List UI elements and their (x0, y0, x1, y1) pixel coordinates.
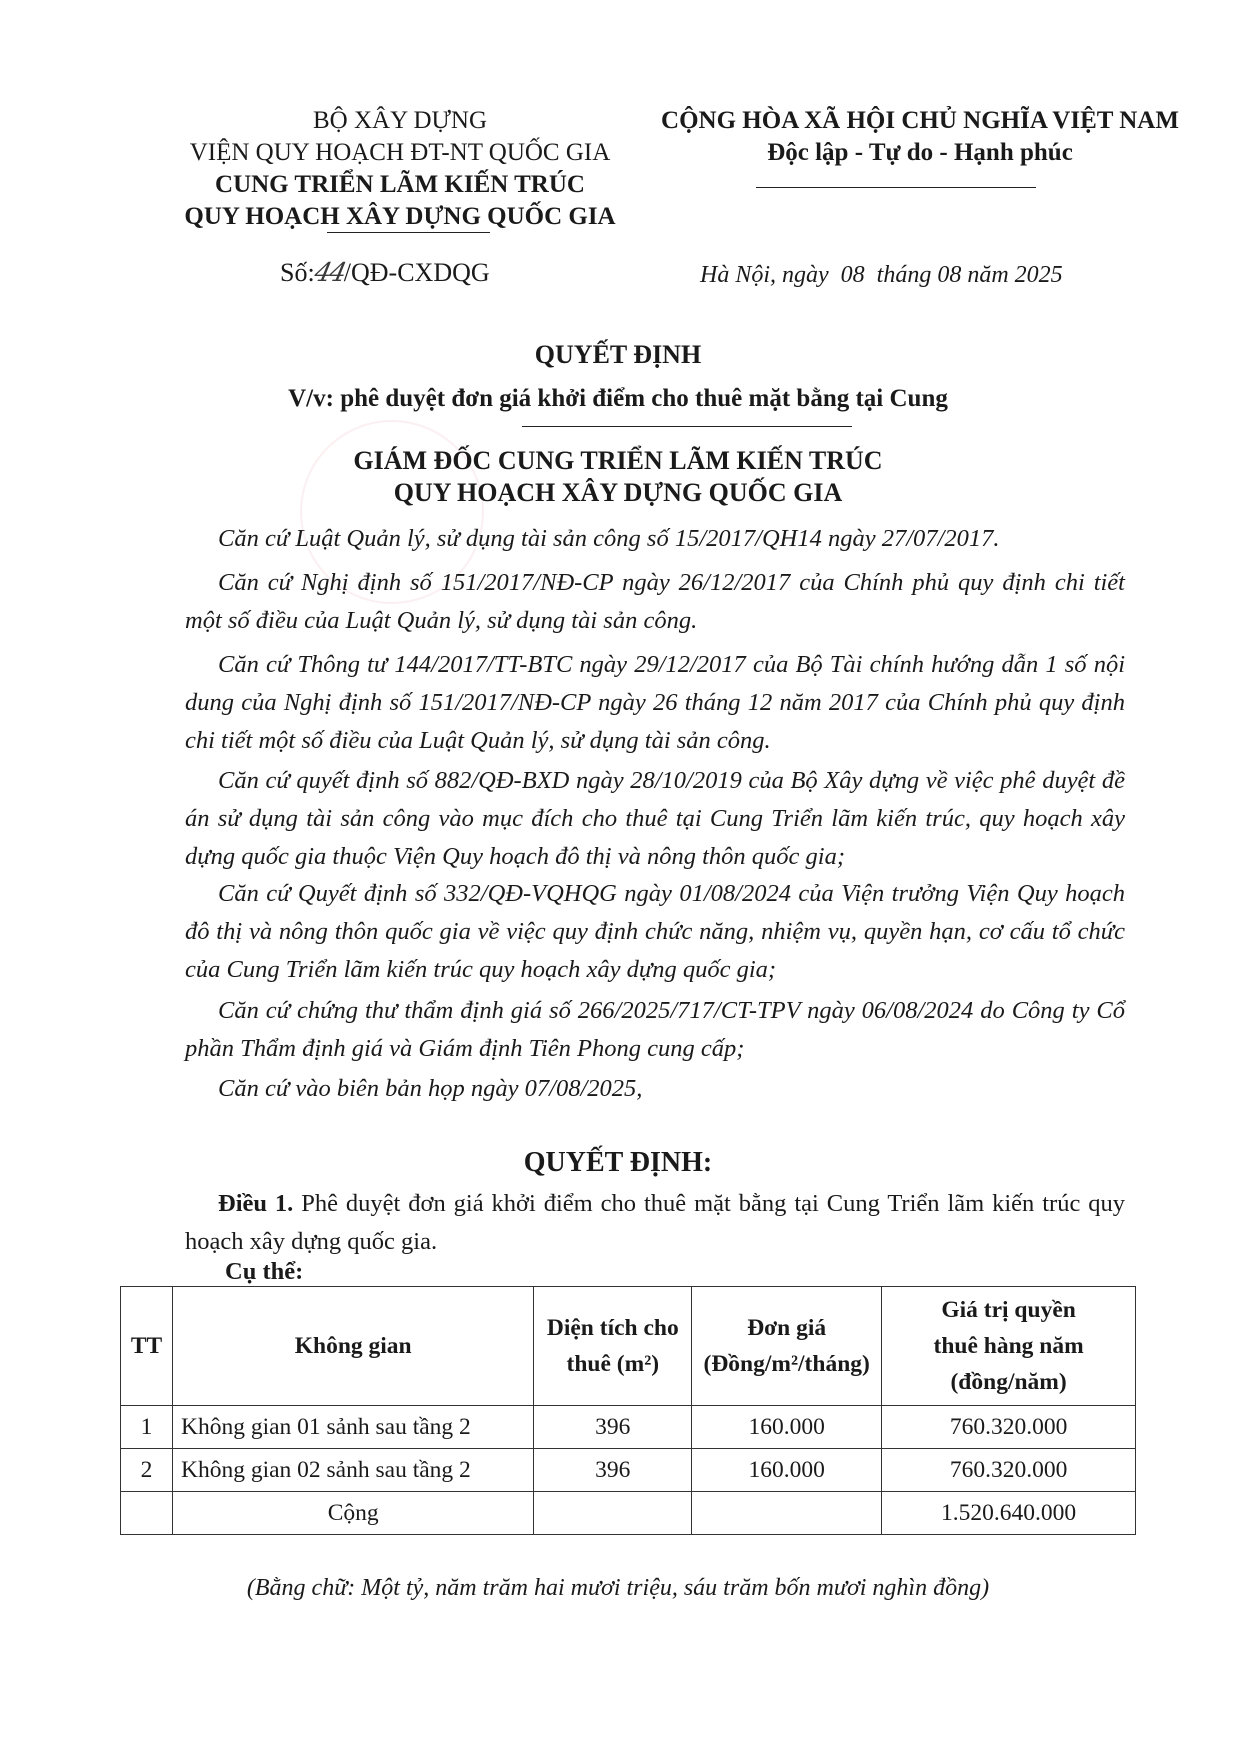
legal-basis-6 (185, 992, 1125, 1068)
document-number (280, 258, 490, 288)
legal-basis-5 (185, 875, 1125, 989)
header-space: Không gian (172, 1287, 533, 1406)
nation-name: CỘNG HÒA XÃ HỘI CHỦ NGHĨA VIỆT NAM (661, 107, 1179, 134)
issuer-header (150, 105, 650, 233)
cell-price: 160.000 (692, 1406, 882, 1449)
cell-value: 760.320.000 (882, 1406, 1136, 1449)
legal-basis-4 (185, 762, 1125, 876)
header-price-line1: Đơn giá (747, 1315, 827, 1341)
legal-basis-7 (185, 1070, 1125, 1108)
legal-basis-3 (185, 646, 1125, 760)
org-name-line1: CUNG TRIỂN LÃM KIẾN TRÚC (215, 171, 585, 198)
document-title: QUYẾT ĐỊNH (534, 340, 702, 369)
header-value-line1: Giá trị quyền (941, 1297, 1076, 1323)
article-1 (185, 1185, 1125, 1261)
table-row (121, 1449, 1136, 1492)
header-value (882, 1287, 1136, 1406)
header-area (534, 1287, 692, 1406)
cell-space: Không gian 02 sảnh sau tầng 2 (172, 1449, 533, 1492)
header-tt: TT (121, 1287, 173, 1406)
legal-basis-text: Căn cứ chứng thư thẩm định giá số 266/2025/717/CT-TPV ngày 06/08/2024 do Công ty Cổ phần Thẩm định giá và Giám định Tiên Phong cung cấp; (185, 997, 1125, 1062)
number-suffix: /QĐ-CXDQG (343, 258, 490, 287)
legal-basis-text: Căn cứ Quyết định số 332/QĐ-VQHQG ngày 01/08/2024 của Viện trưởng Viện Quy hoạch đô thị và nông thôn quốc gia về việc quy định chức năng, nhiệm vụ, quyền hạn, cơ cấu tổ chức của Cung Triển lãm kiến trúc quy hoạch xây dựng quốc gia; (185, 880, 1125, 983)
header-value-line3: (đồng/năm) (950, 1369, 1067, 1395)
legal-basis-text: Căn cứ quyết định số 882/QĐ-BXD ngày 28/10/2019 của Bộ Xây dựng về việc phê duyệt đề án sử dụng tài sản công vào mục đích cho thuê tại Cung Triển lãm kiến trúc, quy hoạch xây dựng quốc gia thuộc Viện Quy hoạch đô thị và nông thôn quốc gia; (185, 767, 1125, 870)
decision-heading: QUYẾT ĐỊNH: (523, 1147, 713, 1178)
cell-space: Không gian 01 sảnh sau tầng 2 (172, 1406, 533, 1449)
cell-tt: 1 (121, 1406, 173, 1449)
national-header (640, 105, 1200, 169)
header-price-line2: (Đồng/m²/tháng) (703, 1351, 870, 1377)
document-subject: V/v: phê duyệt đơn giá khởi điểm cho thuê mặt bằng tại Cung (288, 385, 948, 412)
cell-empty (121, 1492, 173, 1535)
total-label: Cộng (172, 1492, 533, 1535)
cell-empty (692, 1492, 882, 1535)
authority-heading (0, 445, 1236, 509)
number-prefix: Số: (280, 258, 315, 287)
legal-basis-text: Căn cứ Luật Quản lý, sử dụng tài sản công số 15/2017/QH14 ngày 27/07/2017. (218, 525, 1000, 552)
handwritten-number: 44 (311, 258, 347, 288)
legal-basis-text: Căn cứ vào biên bản họp ngày 07/08/2025, (218, 1075, 643, 1102)
header-area-line2: thuê (m²) (566, 1351, 660, 1377)
ministry-name: BỘ XÂY DỰNG (312, 107, 488, 134)
cell-area: 396 (534, 1406, 692, 1449)
motto-underline (756, 187, 1036, 188)
legal-basis-1 (185, 520, 1125, 558)
legal-basis-text: Căn cứ Thông tư 144/2017/TT-BTC ngày 29/12/2017 của Bộ Tài chính hướng dẫn 1 số nội dung của Nghị định số 151/2017/NĐ-CP ngày 26 tháng 12 năm 2017 của Chính phủ quy định chi tiết một số điều của Luật Quản lý, sử dụng tài sản công. (185, 651, 1125, 754)
authority-line1: GIÁM ĐỐC CUNG TRIỂN LÃM KIẾN TRÚC (353, 446, 883, 475)
rental-price-table (120, 1286, 1136, 1535)
subject-underline (522, 426, 852, 427)
cell-empty (534, 1492, 692, 1535)
table-header-row (121, 1287, 1136, 1406)
legal-basis-text: Căn cứ Nghị định số 151/2017/NĐ-CP ngày 26/12/2017 của Chính phủ quy định chi tiết một số điều của Luật Quản lý, sử dụng tài sản công. (185, 569, 1125, 634)
header-price (692, 1287, 882, 1406)
amount-in-words: (Bằng chữ: Một tỷ, năm trăm hai mươi triệu, sáu trăm bốn mươi nghìn đồng) (246, 1575, 990, 1601)
total-value: 1.520.640.000 (882, 1492, 1136, 1535)
header-value-line2: thuê hàng năm (933, 1333, 1084, 1359)
org-name-line2: QUY HOẠCH XÂY DỰNG QUỐC GIA (184, 203, 616, 230)
national-motto: Độc lập - Tự do - Hạnh phúc (767, 139, 1073, 166)
cell-area: 396 (534, 1449, 692, 1492)
legal-basis-2 (185, 564, 1125, 640)
cell-price: 160.000 (692, 1449, 882, 1492)
article-1-text: Phê duyệt đơn giá khởi điểm cho thuê mặt bằng tại Cung Triển lãm kiến trúc quy hoạch xây dựng quốc gia. (185, 1190, 1126, 1255)
cell-value: 760.320.000 (882, 1449, 1136, 1492)
article-1-label: Điều 1. (218, 1190, 294, 1217)
cell-tt: 2 (121, 1449, 173, 1492)
authority-line2: QUY HOẠCH XÂY DỰNG QUỐC GIA (393, 478, 843, 507)
header-area-line1: Diện tích cho (546, 1315, 679, 1341)
table-row (121, 1406, 1136, 1449)
issuer-underline (327, 232, 490, 233)
detail-label: Cụ thể: (225, 1258, 304, 1285)
issue-date: Hà Nội, ngày 08 tháng 08 năm 2025 (700, 262, 1063, 288)
table-total-row (121, 1492, 1136, 1535)
institute-name: VIỆN QUY HOẠCH ĐT-NT QUỐC GIA (189, 139, 611, 166)
